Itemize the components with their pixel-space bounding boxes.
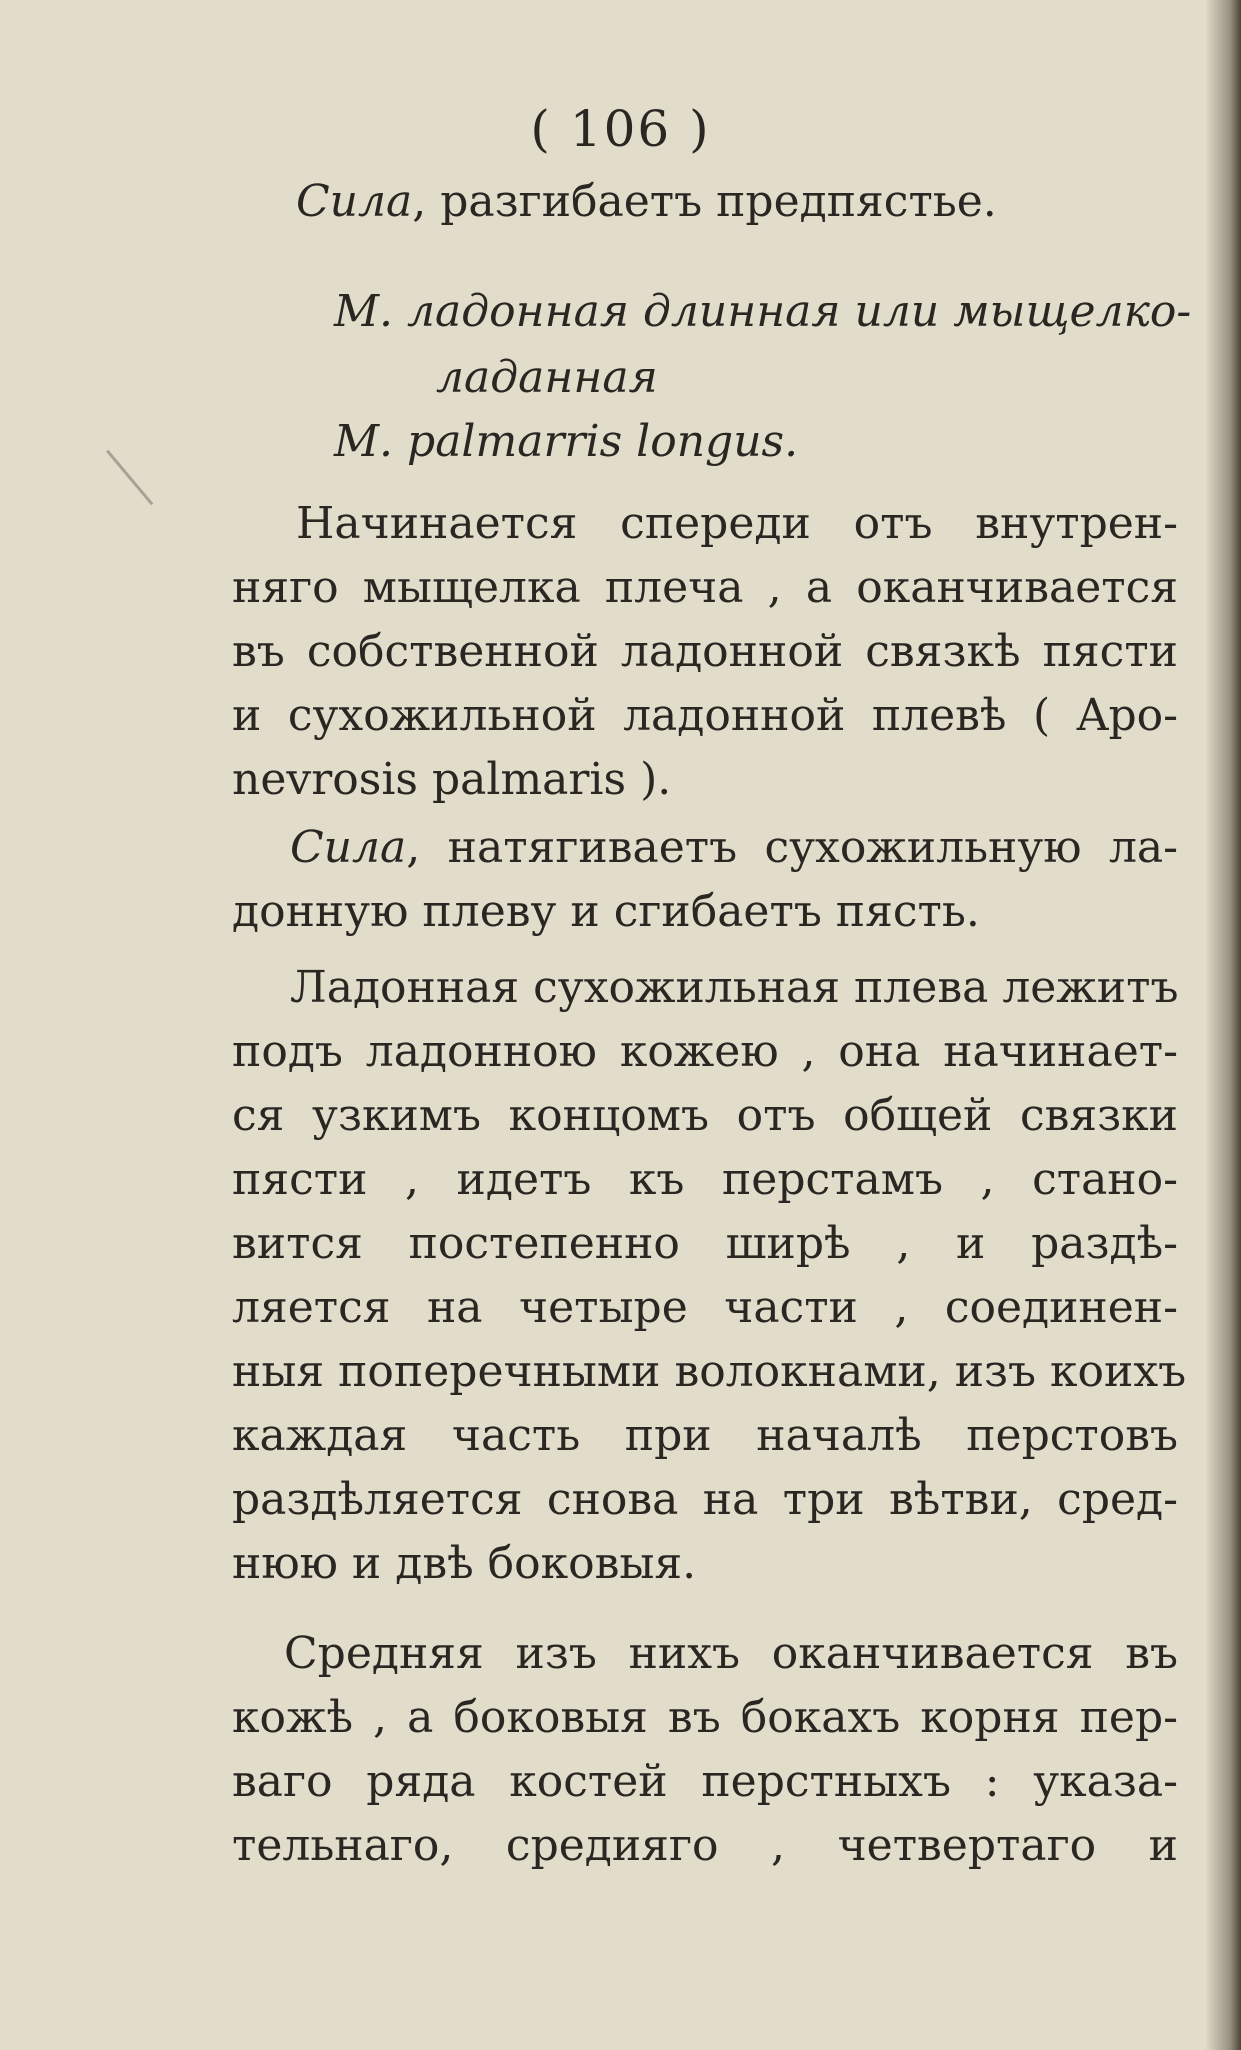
- text-run: , натягиваетъ сухожильную ла-: [406, 822, 1178, 873]
- text-line-p1-l5: [232, 754, 672, 805]
- text-run: ся узкимъ концомъ отъ общей связки: [232, 1090, 1178, 1141]
- page-number: ( 106 ): [530, 100, 711, 158]
- text-run: няго мыщелка плеча , а оканчивается: [232, 562, 1178, 613]
- binding-shadow: [1205, 0, 1241, 2050]
- text-line-p2-l7: [232, 1346, 1187, 1397]
- text-run: ваго ряда костей перстныхъ : указа-: [232, 1756, 1178, 1807]
- text-run: въ собственной ладонной связкѣ пясти: [232, 626, 1178, 677]
- text-run: кожѣ , а боковыя въ бокахъ корня пер-: [232, 1692, 1178, 1743]
- text-line-p2-l4: [232, 1154, 1178, 1205]
- text-run: раздѣляется снова на три вѣтви, сред-: [232, 1474, 1178, 1525]
- text-line-p3-l2: [232, 1692, 1178, 1743]
- text-run: Сила: [296, 176, 413, 227]
- text-run: каждая часть при началѣ перстовъ: [232, 1410, 1178, 1461]
- text-run: Начинается спереди отъ внутрен-: [296, 498, 1178, 549]
- text-run: подъ ладонною кожею , она начинает-: [232, 1026, 1178, 1077]
- text-run: ладанная: [436, 352, 658, 403]
- text-run: nevrosis palmaris ).: [232, 754, 672, 805]
- text-line-muscle-lat: [334, 416, 799, 467]
- text-run: вится постепенно ширѣ , и раздѣ-: [232, 1218, 1178, 1269]
- text-run: Средняя изъ нихъ оканчивается въ: [284, 1628, 1178, 1679]
- text-line-p1-l1: [296, 498, 1178, 549]
- text-run: тельнаго, средияго , четвертаго и: [232, 1820, 1178, 1871]
- text-run: M. palmarris longus.: [334, 416, 799, 467]
- text-line-p2-l10: [232, 1538, 697, 1589]
- text-run: нюю и двѣ боковыя.: [232, 1538, 697, 1589]
- text-line-p2-l6: [232, 1282, 1178, 1333]
- text-line-sila2-l2: [232, 886, 980, 937]
- text-line-muscle-ru-2: [436, 352, 658, 403]
- text-line-p3-l3: [232, 1756, 1178, 1807]
- text-line-sila1: [296, 176, 997, 227]
- text-run: ныя поперечными волокнами, изъ коихъ: [232, 1346, 1187, 1397]
- text-line-p1-l2: [232, 562, 1178, 613]
- text-run: M. ладонная длинная или мыщелко-: [334, 286, 1192, 337]
- text-run: , разгибаетъ предпястье.: [412, 176, 997, 227]
- text-line-p2-l9: [232, 1474, 1178, 1525]
- text-run: Ладонная сухожильная плева лежитъ: [290, 962, 1179, 1013]
- text-line-sila2-l1: [290, 822, 1178, 873]
- text-line-muscle-ru-1: [334, 286, 1192, 337]
- ink-mark: [106, 405, 207, 506]
- text-line-p2-l5: [232, 1218, 1178, 1269]
- text-line-p1-l4: [232, 690, 1178, 741]
- text-run: пясти , идетъ къ перстамъ , стано-: [232, 1154, 1178, 1205]
- text-line-p1-l3: [232, 626, 1178, 677]
- text-line-p2-l2: [232, 1026, 1178, 1077]
- text-line-p2-l3: [232, 1090, 1178, 1141]
- text-line-p3-l4: [232, 1820, 1178, 1871]
- text-run: Сила: [290, 822, 407, 873]
- text-run: донную плеву и сгибаетъ пясть.: [232, 886, 980, 937]
- text-line-p3-l1: [284, 1628, 1178, 1679]
- text-run: и сухожильной ладонной плевѣ ( Apo-: [232, 690, 1178, 741]
- text-line-p2-l8: [232, 1410, 1178, 1461]
- text-run: ляется на четыре части , соединен-: [232, 1282, 1178, 1333]
- text-line-p2-l1: [290, 962, 1179, 1013]
